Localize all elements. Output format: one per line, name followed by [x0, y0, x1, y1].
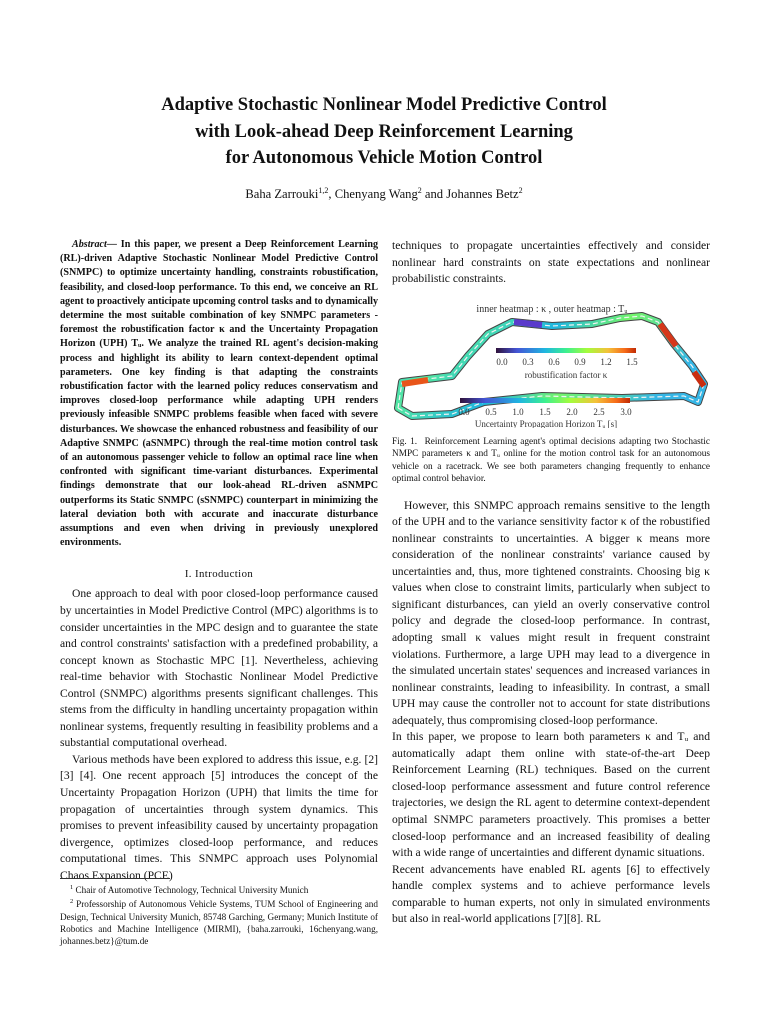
- author-affiliation: 2: [417, 186, 422, 195]
- footnotes: [60, 882, 378, 947]
- tu-tick: 0.0: [458, 406, 470, 417]
- kappa-tick: 0.9: [574, 356, 586, 367]
- paragraph: techniques to propagate uncertainties effectively and consider nonlinear hard constraints on state expectations and nonlinear probabilistic constraints.: [392, 239, 710, 286]
- kappa-tick: 1.2: [600, 356, 612, 367]
- abstract: [60, 238, 378, 550]
- footnote-text: Professorship of Autonomous Vehicle Systems, TUM School of Engineering and Design, Technical University Munich, 85748 Garching, Germany; Munich Institute of Robotics and Machine Intelligence (MIRMI), {baha.zarrouki, 16chenyang.wang, johannes.betz}@tum.de: [60, 899, 378, 946]
- title-line: with Look-ahead Deep Reinforcement Learning: [195, 121, 573, 142]
- kappa-tick: 0.3: [522, 356, 534, 367]
- intro-text: [60, 586, 378, 884]
- paragraph: Various methods have been explored to address this issue, e.g. [2] [3] [4]. One recent approach [5] introduces the concept of the Uncertainty Propagation Horizon (UPH) that limits the time for propagation of uncertainties through system dynamics. This promises to prevent infeasibility caused by uncertainty propagation divergence, optimizes closed-loop performance, and reduces computational times. This SNMPC approach uses Polynomial Chaos Expansion (PCE): [60, 752, 378, 882]
- section-heading: I. Introduction: [184, 568, 254, 581]
- abstract-text: In this paper, we present a Deep Reinforcement Learning (RL)-driven Adaptive Stochastic Nonlinear Model Predictive Control (SNMPC) to optimize uncertainty handling, constraints robustification, feasibility, and closed-loop performance. To this end, we conceive an RL agent to proactively anticipate upcoming control tasks and to dynamically determine the most suitable combination of key SNMPC parameters - foremost the robustification factor κ and the Uncertainty Propagation Horizon (UPH) Tᵤ. We analyze the trained RL agent's decision-making process and highlight its ability to learn context-dependent optimal parameters. One key finding is that adapting the constraints robustification factor with the learned policy reduces conservatism and improves closed-loop performance while adapting UPH renders previously infeasible SNMPC problems feasible when faced with severe disturbances. We showcase the enhanced robustness and feasibility of our Adaptive SNMPC (aSNMPC) through the real-time motion control task of an autonomous passenger vehicle to follow an optimal race line when confronted with significant time-variant disturbances. Experimental findings demonstrate that our look-ahead RL-driven aSNMPC outperforms its Static SNMPC (sSNMPC) counterpart in minimizing the lateral deviation both with accurate and inaccurate disturbance assumptions and even when driving in previously unexplored environments.: [60, 239, 378, 549]
- author-affiliation: 1,2: [318, 186, 329, 195]
- title-line: for Autonomous Vehicle Motion Control: [225, 148, 543, 168]
- tu-colorbar: [460, 398, 630, 403]
- tu-tick: 2.0: [566, 406, 578, 417]
- author-name: Baha Zarrouki: [245, 187, 319, 202]
- figure-number: Fig. 1.: [392, 436, 418, 447]
- footnote-text: Chair of Automotive Technology, Technical University Munich: [75, 885, 309, 896]
- tu-label: Uncertainty Propagation Horizon Tᵤ [s]: [474, 418, 618, 428]
- kappa-colorbar: [496, 348, 636, 353]
- footnote-mark: 1: [70, 884, 74, 891]
- track-cool-segment: [514, 322, 542, 325]
- paper-title: [60, 92, 708, 172]
- author-affiliation: 2: [518, 186, 523, 195]
- paragraph: Recent advancements have enabled RL agents [6] to effectively handle complex systems and to achieve performance levels comparable to human experts, not only in simulated environments but also in real-world applications [7][8]. RL: [392, 862, 710, 926]
- left-column: [60, 238, 378, 884]
- footnote-rule: [60, 878, 170, 879]
- track-hot-segment: [660, 324, 676, 346]
- right-column: [392, 238, 710, 928]
- paragraph: In this paper, we propose to learn both parameters κ and Tᵤ and automatically adapt them online with state-of-the-art Deep Reinforcement Learning (RL) techniques. Based on the current closed-loop performance assessment and future control reference trajectories, we design the RL agent to determine context-dependent optimal SNMPC parameters proactively. This promises a better closed-loop performance and an increased feasibility of dealing with a wide range of uncertainties and different dynamic situations.: [392, 730, 710, 860]
- right-body-text: [392, 498, 710, 928]
- abstract-label: Abstract: [72, 239, 107, 250]
- tu-tick: 1.5: [539, 406, 551, 417]
- footnote: [60, 896, 378, 947]
- author-separator: and: [421, 187, 447, 202]
- author-separator: ,: [328, 187, 335, 202]
- figure-caption-text: Reinforcement Learning agent's optimal decisions adapting two Stochastic NMPC parameters κ and Tᵤ online for the motion control task for an autonomous vehicle on a racetrack. We see both parameters changing frequently to enhance optimal control behavior.: [392, 436, 710, 485]
- footnote: [60, 882, 378, 896]
- tu-tick: 0.5: [485, 406, 497, 417]
- paragraph: However, this SNMPC approach remains sensitive to the length of the UPH and to the variance sensitivity factor κ of the robustified nonlinear constraints to uncertainties. A bigger κ means more consideration of the nonlinear constraints' variance caused by uncertainties and, thus, more tightened constraints. Choosing big κ values when close to constraint limits, particularly when subject to significant disturbances, can yield an overly conservative control policy and degrade the closed-loop performance. In contrast, adopting small κ values might result in frequent constraint violations. Furthermore, a large UPH may lead to a divergence in the simulated uncertain states' sequences and increased variances in nonlinear constraints, leading to infeasibility. In contrast, a small UPH may cause the controller not to account for state distributions adequately, thus compromising closed-loop performance.: [392, 498, 710, 727]
- tu-tick: 1.0: [512, 406, 524, 417]
- figure-caption: [392, 436, 710, 486]
- author-name: Chenyang Wang: [334, 187, 418, 202]
- title-line: Adaptive Stochastic Nonlinear Model Predictive Control: [161, 95, 607, 115]
- figure-1: [392, 300, 710, 428]
- tu-tick: 2.5: [593, 406, 605, 417]
- abstract-dash: —: [106, 239, 117, 250]
- kappa-tick: 0.6: [548, 356, 560, 367]
- kappa-label: robustification factor κ: [524, 369, 608, 380]
- racetrack-heatmap-figure: [392, 300, 710, 428]
- kappa-tick: 1.5: [626, 356, 638, 367]
- figure-header: inner heatmap : κ , outer heatmap : Tᵤ: [476, 303, 628, 315]
- track-hot-segment: [402, 380, 428, 384]
- track-hot-segment: [694, 372, 704, 386]
- author-list: [60, 186, 708, 202]
- paragraph: One approach to deal with poor closed-loop performance caused by uncertainties in Model Predictive Control (MPC) algorithms is to consider uncertainties in the MPC design and to guarantee the state and control constraints' satisfaction with a predefined probability, a concept known as Stochastic MPC [1]. Nevertheless, achieving real-time behavior with Stochastic Nonlinear Model Predictive Control (SNMPC) algorithms presents significant challenges. This stems from the difficulty in handling uncertainty propagation within nonlinear systems, frequently resulting in feasibility problems and a substantial computational overhead.: [60, 587, 378, 750]
- author-name: Johannes Betz: [446, 187, 519, 202]
- tu-tick: 3.0: [620, 406, 632, 417]
- footnote-mark: 2: [70, 898, 74, 906]
- kappa-tick: 0.0: [496, 356, 508, 367]
